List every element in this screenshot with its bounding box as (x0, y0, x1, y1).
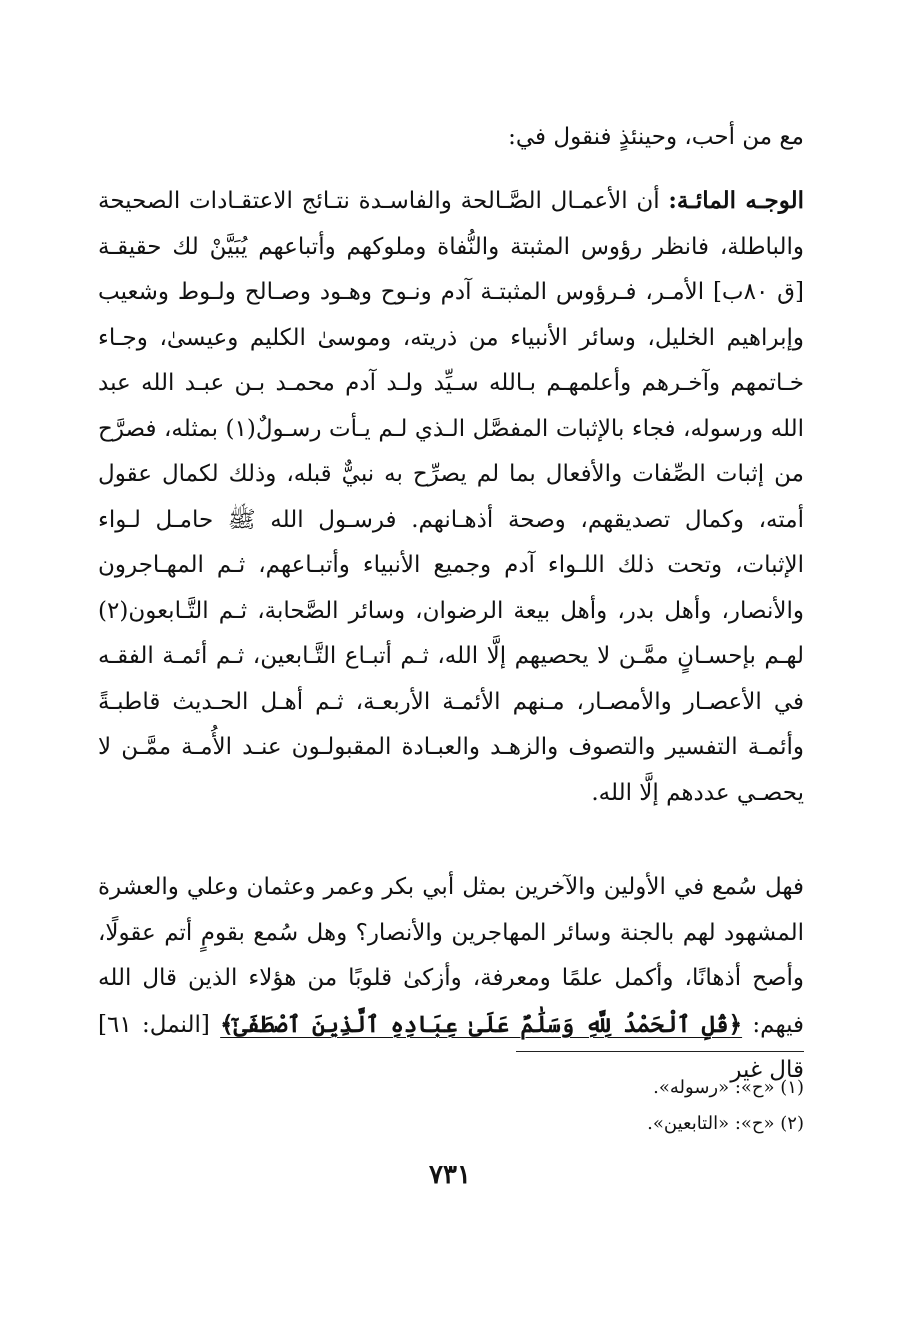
section-heading: الوجـه المائـة: (668, 187, 804, 214)
quran-verse: ﴿قُلِ ٱلْحَمْدُ لِلَّهِ وَسَلَٰمٌ عَلَىٰ عِبَادِهِ ٱلَّذِينَ ٱصْطَفَىٰٓ﴾ (220, 1010, 743, 1038)
paragraph-question-body (98, 865, 804, 1094)
footnote-2: (٢) «ح»: «التابعين». (647, 1113, 804, 1134)
verse-citation: [النمل: ٦١] (98, 1011, 221, 1038)
paragraph-hundredth (98, 178, 804, 816)
footnote-divider (516, 1051, 804, 1052)
paragraph-hundredth-body (98, 178, 804, 816)
footnote-1: (١) «ح»: «رسوله». (653, 1077, 804, 1098)
paragraph-question-text: فهل سُمع في الأولين والآخرين بمثل أبي بكر وعمر وعثمان وعلي والعشرة المشهود لهم بالجنة وسائر المهاجرين والأنصار؟ وهل سُمع بقومٍ أتم عقولًا، وأصح أذهانًا، وأكمل علمًا ومعرفة، وأزكىٰ قلوبًا من هؤلاء الذين قال الله فيهم: (98, 874, 805, 1038)
intro-line-text: مع من أحب، وحينئذٍ فنقول في: (508, 124, 804, 150)
paragraph-hundredth-text: أن الأعمـال الصَّـالحة والفاسـدة نتـائج الاعتقـادات الصحيحة والباطلة، فانظر رؤوس المثبتة والنُّفاة وملوكهم وأتباعهم يُبَيَّنْ لك حقيقـة [ق ٨٠ب] الأمـر، فـرؤوس المثبتـة آدم ونـوح وهـود وصـالح ولـوط وشعيب وإبراهيم الخليل، وسائر الأنبياء من ذريته، وموسىٰ الكليم وعيسىٰ، وجـاء خـاتمهم وآخـرهم وأعلمهـم بـالله سـيِّد ولـد آدم محمـد بـن عبـد الله عبد الله ورسوله، فجاء بالإثبات المفصَّل الـذي لـم يـأت رسـولٌ(١) بمثله، فصرَّح من إثبات الصِّفات والأفعال بما لم يصرِّح به نبيٌّ قبله، وذلك لكمال عقول أمته، وكمال تصديقهم، وصحة أذهـانهم. فرسـول الله ﷺ حامـل لـواء الإثبات، وتحت ذلك اللـواء آدم وجميع الأنبياء وأتبـاعهم، ثـم المهـاجرون والأنصار، وأهل بدر، وأهل بيعة الرضوان، وسائر الصَّحابة، ثـم التَّـابعون(٢) لهـم بإحسـانٍ ممَّـن لا يحصيهم إلَّا الله، ثـم أتبـاع التَّـابعين، ثـم أئمـة الفقـه في الأعصـار والأمصـار، مـنهم الأئمـة الأربعـة، ثـم أهـل الحـديث قاطبـةً وأئمـة التفسير والتصوف والزهـد والعبـادة المقبولـون عنـد الأُمـة ممَّـن لا يحصـي عددهم إلَّا الله. (98, 188, 804, 806)
page-number: ٧٣١ (429, 1160, 471, 1190)
intro-line (98, 115, 804, 161)
paragraph-question-continuation: قال غير (730, 1057, 804, 1083)
footnotes (400, 1070, 804, 1142)
paragraph-question (98, 865, 804, 1094)
